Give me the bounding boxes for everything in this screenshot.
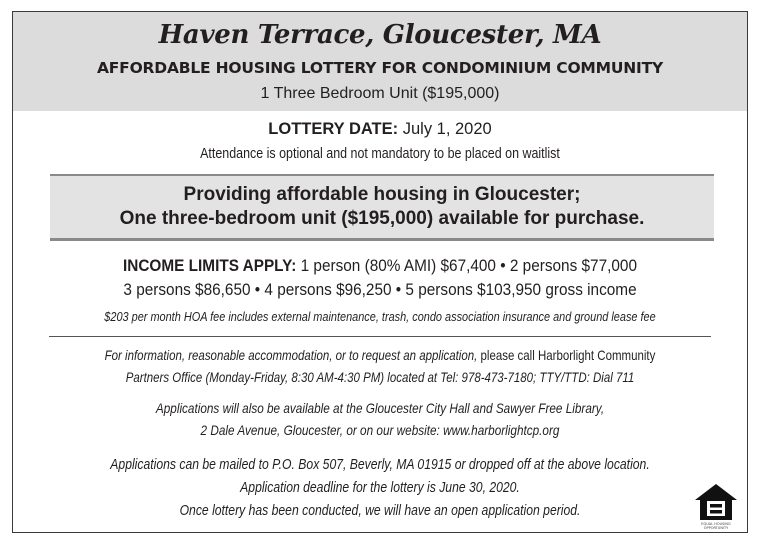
hoa-fee-note: $203 per month HOA fee includes external maintenance, trash, condo association insurance and ground lease fee bbox=[104, 309, 656, 324]
house-logo-icon bbox=[693, 482, 739, 522]
contact-info-italic: For information, reasonable accommodation, or to request an application, bbox=[104, 347, 478, 363]
income-limits-label: INCOME LIMITS APPLY: bbox=[123, 257, 297, 275]
lottery-date-line bbox=[13, 120, 747, 139]
equal-housing-opportunity-icon bbox=[693, 482, 739, 528]
banner-line-1: Providing affordable housing in Gloucester; bbox=[183, 184, 581, 205]
contact-info-line-1 bbox=[79, 347, 681, 363]
highlight-banner bbox=[50, 174, 714, 241]
availability-line-1: Applications will also be available at the Gloucester City Hall and Sawyer Free Library, bbox=[155, 400, 605, 416]
unit-description: 1 Three Bedroom Unit ($195,000) bbox=[260, 85, 500, 102]
open-application-line: Once lottery has been conducted, we will have an open application period. bbox=[179, 503, 581, 519]
logo-text-line-1: EQUAL HOUSING bbox=[701, 522, 731, 526]
flyer-frame bbox=[12, 11, 748, 533]
availability-line-2: 2 Dale Avenue, Gloucester, or on our website: www.harborlightcp.org bbox=[200, 422, 560, 438]
equal-housing-text bbox=[693, 522, 739, 530]
page-title: Haven Terrace, Gloucester, MA bbox=[158, 20, 602, 50]
income-limits-line-1 bbox=[39, 257, 722, 276]
banner-line-2: One three-bedroom unit ($195,000) available for purchase. bbox=[119, 208, 645, 229]
attendance-note: Attendance is optional and not mandatory to be placed on waitlist bbox=[200, 146, 560, 162]
flyer-subtitle: AFFORDABLE HOUSING LOTTERY FOR CONDOMINIUM COMMUNITY bbox=[97, 59, 663, 77]
mailing-line-1: Applications can be mailed to P.O. Box 507, Beverly, MA 01915 or dropped off at the above location. bbox=[110, 457, 650, 473]
lottery-date-label: LOTTERY DATE: bbox=[268, 120, 399, 138]
deadline-line: Application deadline for the lottery is June 30, 2020. bbox=[240, 480, 520, 496]
flyer-header bbox=[13, 12, 747, 111]
contact-info-rest: please call Harborlight Community bbox=[477, 347, 656, 363]
lottery-date-value: July 1, 2020 bbox=[398, 120, 492, 138]
logo-text-line-2: OPPORTUNITY bbox=[703, 526, 729, 530]
income-limits-values-1: 1 person (80% AMI) $67,400 • 2 persons $77,000 bbox=[296, 257, 637, 275]
section-divider bbox=[49, 336, 711, 337]
income-limits-line-2: 3 persons $86,650 • 4 persons $96,250 • 5 persons $103,950 gross income bbox=[123, 281, 637, 299]
contact-info-line-2: Partners Office (Monday-Friday, 8:30 AM-4:30 PM) located at Tel: 978-473-7180; TTY/TTD: Dial 711 bbox=[125, 369, 635, 385]
